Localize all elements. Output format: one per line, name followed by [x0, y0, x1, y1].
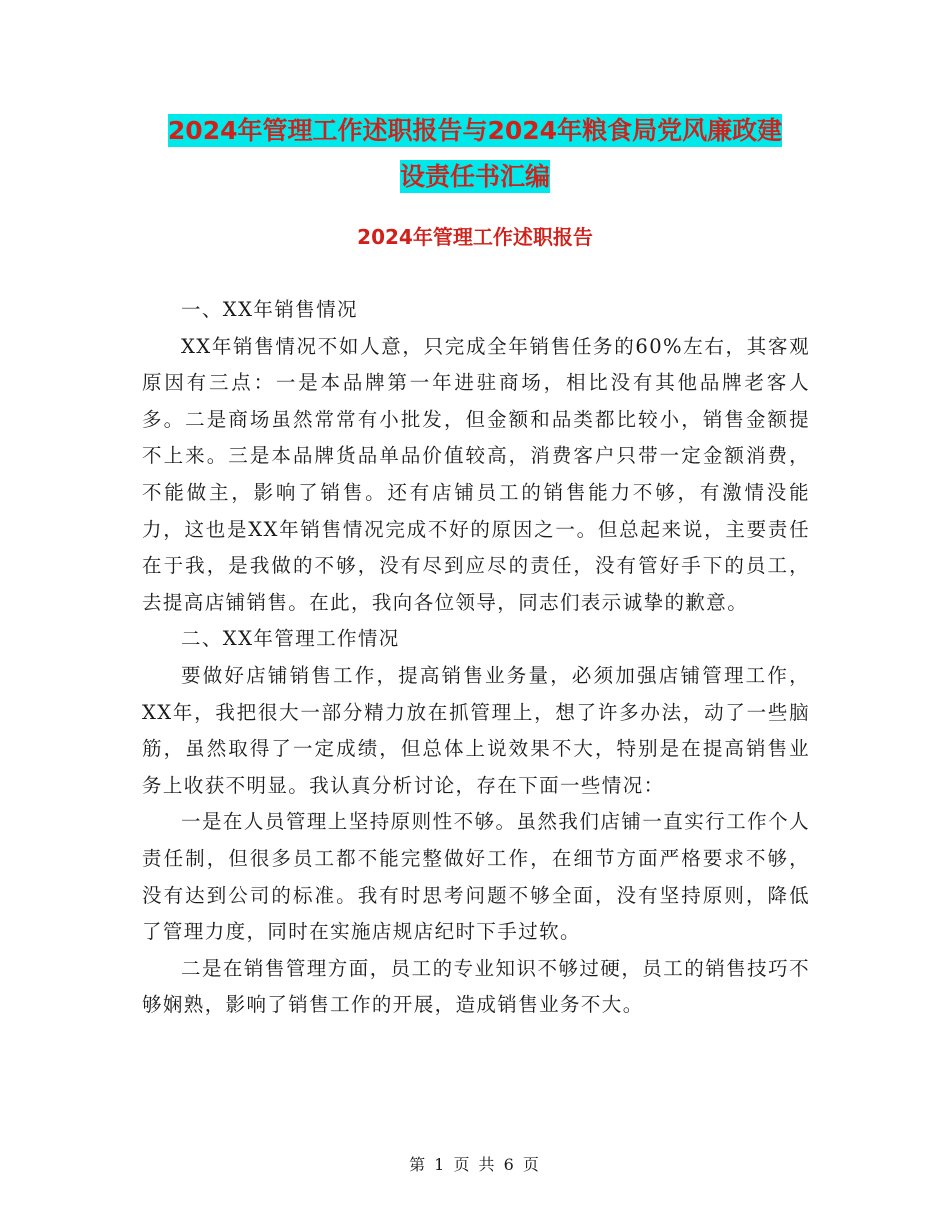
page-footer: 第 1 页 共 6 页 [409, 1155, 541, 1174]
paragraph-management-work: 要做好店铺销售工作，提高销售业务量，必须加强店铺管理工作，XX年，我把很大一部分精力放在抓管理上，想了许多办法，动了一些脑筋，虽然取得了一定成绩，但总体上说效果不大，特别是在提高销售业务上收获不明显。我认真分析讨论，存在下面一些情况： [142, 663, 810, 797]
paragraph-sales-situation: XX年销售情况不如人意，只完成全年销售任务的60%左右，其客观原因有三点：一是本品牌第一年进驻商场，相比没有其他品牌老客人多。二是商场虽然常常有小批发，但金额和品类都比较小，销售金额提不上来。三是本品牌货品单品价值较高，消费客户只带一定金额消费，不能做主，影响了销售。还有店铺员工的销售能力不够，有激情没能力，这也是XX年销售情况完成不好的原因之一。但总起来说，主要责任在于我，是我做的不够，没有尽到应尽的责任，没有管好手下的员工，去提高店铺销售。在此，我向各位领导，同志们表示诚挚的歉意。 [142, 334, 810, 614]
paragraph-personnel-management: 一是在人员管理上坚持原则性不够。虽然我们店铺一直实行工作个人责任制，但很多员工都不能完整做好工作，在细节方面严格要求不够，没有达到公司的标准。我有时思考问题不够全面，没有坚持原则，降低了管理力度，同时在实施店规店纪时下手过软。 [142, 810, 810, 944]
section-title: 2024年管理工作述职报告 [357, 225, 593, 249]
paragraph-sales-management: 二是在销售管理方面，员工的专业知识不够过硬，员工的销售技巧不够娴熟，影响了销售工作的开展，造成销售业务不大。 [142, 956, 810, 1017]
heading-management-work: 二、XX年管理工作情况 [181, 627, 400, 651]
title-line-1 [0, 108, 950, 154]
title-line-1-text: 2024年管理工作述职报告与2024年粮食局党风廉政建 [167, 116, 783, 145]
body-text [142, 292, 810, 1024]
title-line-2-text: 设责任书汇编 [399, 162, 550, 191]
document-title [0, 108, 950, 200]
title-line-2 [0, 154, 950, 200]
heading-sales-situation: 一、XX年销售情况 [181, 298, 358, 321]
